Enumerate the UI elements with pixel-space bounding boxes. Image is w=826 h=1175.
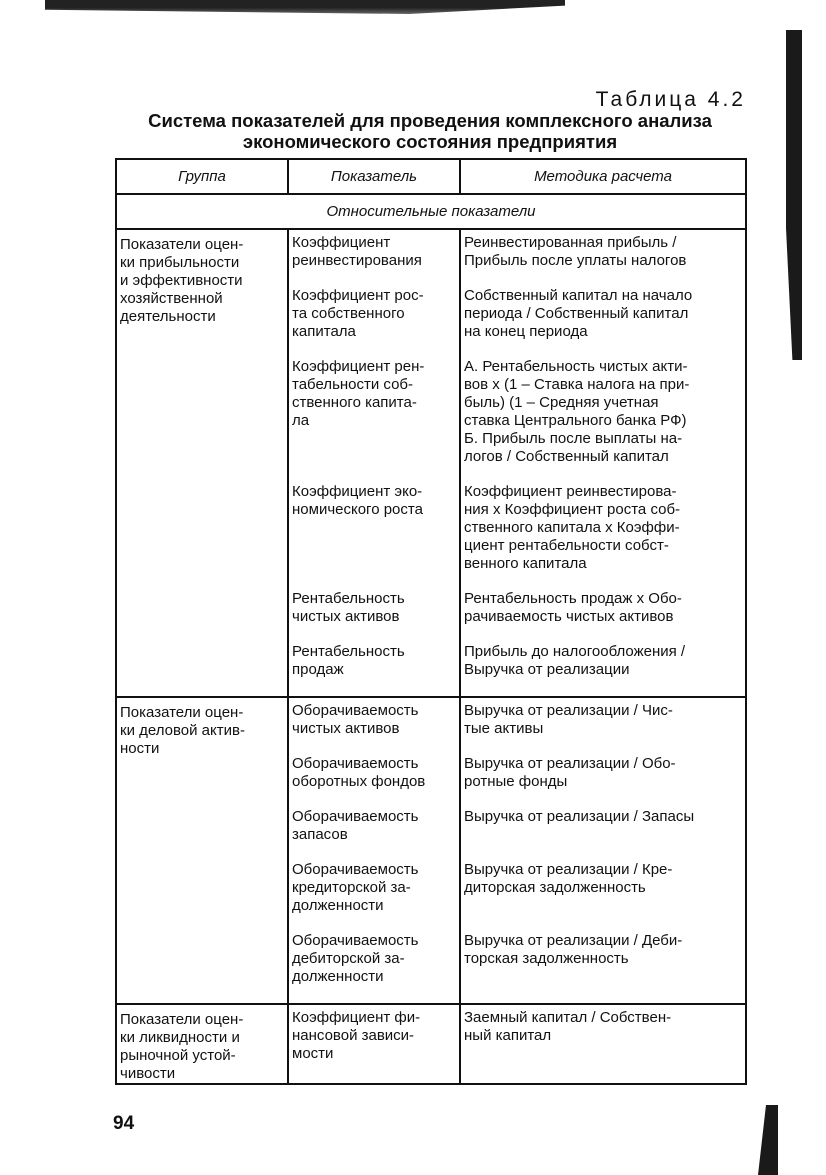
indicator-name: Коэффициент эко- номического роста [292,483,423,518]
group-cell [116,229,288,697]
method-formula: Заемный капитал / Собствен- ный капитал [464,1009,672,1044]
group-name: Показатели оцен- ки деловой актив- ности [120,704,245,757]
table-label: Таблица 4.2 [595,88,746,111]
group-name: Показатели оцен- ки ликвидности и рыночной устой- чивости [120,1011,244,1082]
group-cell [116,697,288,1004]
indicator-name: Рентабельность чистых активов [292,590,405,625]
method-formula: Коэффициент реинвестирова- ния x Коэффициент роста соб- ственного капитала x Коэффи- циент рентабельности собст- венного капитала [464,483,681,572]
indicator-name: Коэффициент фи- нансовой зависи- мости [292,1009,421,1062]
indicator-name: Оборачиваемость дебиторской за- долженности [292,932,419,985]
header-row [116,159,746,194]
group-row [116,697,746,1004]
scan-edge-right-top [786,30,802,360]
method-formula: Выручка от реализации / Кре- диторская задолженность [464,861,673,896]
group-row [116,229,746,697]
indicator-cell [288,229,460,697]
method-formula: Рентабельность продаж x Обо- рачиваемость чистых активов [464,590,682,625]
section-row [116,194,746,229]
table-body [116,194,746,1084]
indicator-name: Оборачиваемость оборотных фондов [292,755,426,790]
scan-edge-right-bottom [758,1105,778,1175]
method-cell [460,1004,746,1084]
indicator-name: Оборачиваемость чистых активов [292,702,419,737]
method-formula: Выручка от реализации / Запасы [464,808,695,825]
indicator-name: Оборачиваемость запасов [292,808,419,843]
method-formula: Реинвестированная прибыль / Прибыль после уплаты налогов [464,234,687,269]
indicator-name: Рентабельность продаж [292,643,405,678]
header-indicator: Показатель [288,159,460,194]
indicators-table [115,158,747,1085]
table-title: Система показателей для проведения комплексного анализа экономического состояния предприятия [148,110,712,152]
section-title: Относительные показатели [116,194,746,229]
indicator-name: Коэффициент реинвестирования [292,234,422,269]
indicator-name: Коэффициент рен- табельности соб- ственного капита- ла [292,358,425,429]
scan-edge-top [45,0,565,14]
indicator-name: Коэффициент рос- та собственного капитала [292,287,424,340]
header-group: Группа [116,159,288,194]
method-formula: Выручка от реализации / Чис- тые активы [464,702,673,737]
header-method: Методика расчета [460,159,746,194]
indicator-name: Оборачиваемость кредиторской за- долженности [292,861,419,914]
group-cell [116,1004,288,1084]
group-row [116,1004,746,1084]
method-formula: Выручка от реализации / Деби- торская задолженность [464,932,683,967]
page-number: 94 [113,1113,135,1134]
method-cell [460,697,746,1004]
method-formula: Собственный капитал на начало периода / Собственный капитал на конец периода [464,287,693,340]
method-formula: Прибыль до налогообложения / Выручка от реализации [464,643,686,678]
method-formula: А. Рентабельность чистых акти- вов x (1 – Ставка налога на при- быль) (1 – Средняя учетная ставка Центрального банка РФ) Б. Прибыль после выплаты на- логов / Собственный капитал [464,358,690,465]
indicator-cell [288,1004,460,1084]
method-formula: Выручка от реализации / Обо- ротные фонды [464,755,676,790]
group-name: Показатели оцен- ки прибыльности и эффективности хозяйственной деятельности [120,236,244,325]
method-cell [460,229,746,697]
indicator-cell [288,697,460,1004]
